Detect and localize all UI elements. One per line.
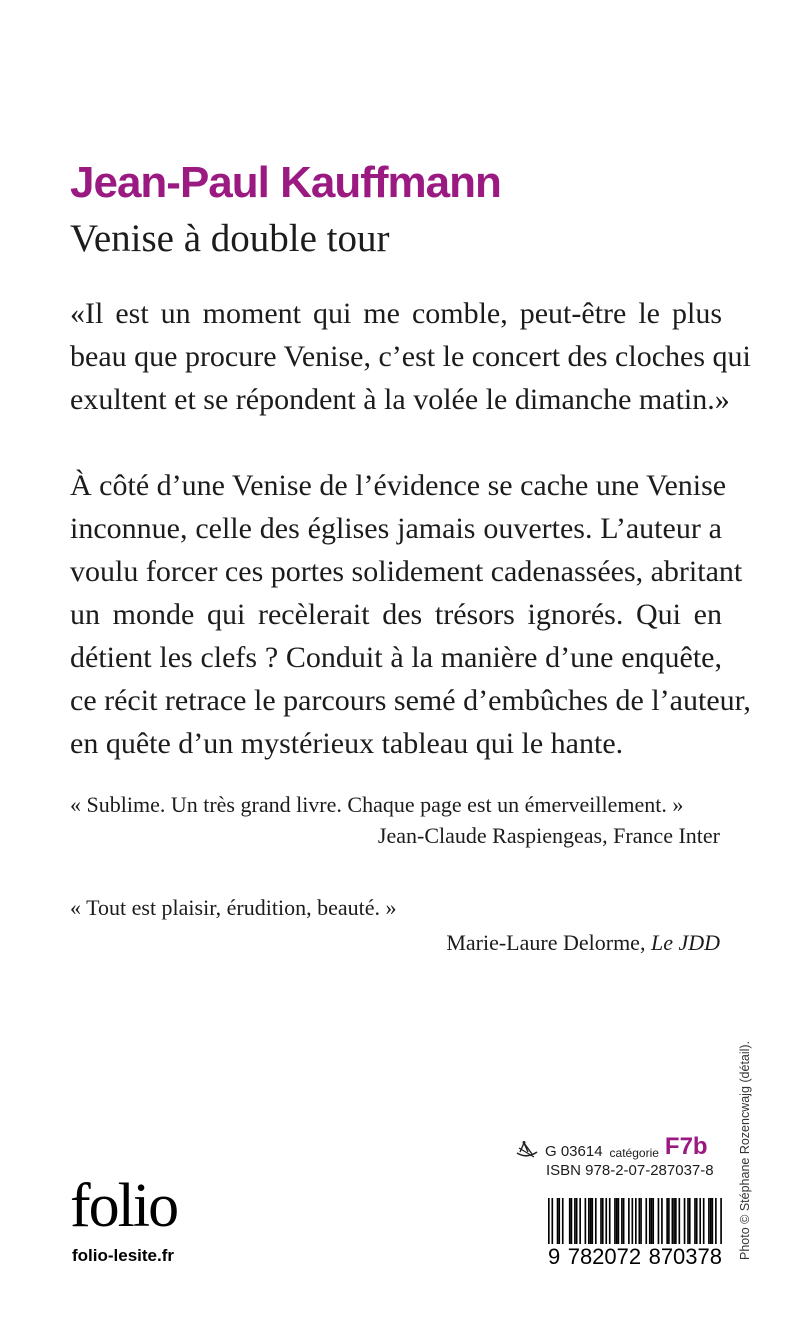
barcode-bar: [621, 1198, 623, 1244]
barcode-bar: [699, 1198, 701, 1244]
barcode-bar: [668, 1198, 670, 1244]
barcode-bar: [605, 1198, 607, 1244]
review-source-publication: Le JDD: [650, 930, 720, 955]
barcode-bar: [588, 1198, 590, 1244]
author-name: Jean-Paul Kauffmann: [70, 158, 501, 207]
barcode-bar: [684, 1198, 686, 1244]
catalog-code: G 03614: [545, 1143, 603, 1160]
review-text: « Sublime. Un très grand livre. Chaque page est un émerveillement. »: [70, 792, 684, 817]
barcode-bar: [672, 1198, 674, 1244]
barcode-bar: [623, 1198, 625, 1244]
barcode-bar: [576, 1198, 578, 1244]
book-title: Venise à double tour: [70, 217, 390, 260]
category-label: catégorie: [609, 1146, 659, 1160]
summary-paragraph: [70, 464, 751, 765]
ean-digit-group: 9: [548, 1244, 561, 1269]
barcode-bar: [696, 1198, 698, 1244]
barcode-bar: [710, 1198, 712, 1244]
category-row: [516, 1130, 722, 1160]
barcode-bar: [649, 1198, 651, 1244]
isbn: ISBN 978-2-07-287037-8: [546, 1162, 714, 1179]
barcode-bar: [679, 1198, 681, 1244]
press-review: [70, 789, 720, 851]
barcode-bar: [658, 1198, 660, 1244]
summary-line: voulu forcer ces portes solidement cadenassées, abritant: [70, 555, 743, 588]
quote-line: «Il est un moment qui me comble, peut-être le plus: [70, 297, 722, 330]
barcode-bar: [673, 1198, 675, 1244]
summary-line: détient les clefs ? Conduit à la manière d’une enquête,: [70, 641, 722, 674]
review-text: « Tout est plaisir, érudition, beauté. »: [70, 895, 397, 920]
barcode-bar: [651, 1198, 653, 1244]
barcode-bar: [618, 1198, 620, 1244]
ean-digit-group: 782072: [567, 1244, 642, 1269]
press-review: [70, 892, 720, 958]
review-source: [70, 927, 720, 958]
barcode-bar: [687, 1198, 689, 1244]
catalog-codes: [516, 1130, 722, 1179]
publisher-logo: folio: [70, 1172, 178, 1240]
barcode-bar: [557, 1198, 559, 1244]
review-source: Jean-Claude Raspiengeas, France Inter: [377, 823, 720, 848]
barcode-bar: [614, 1198, 616, 1244]
barcode-bar: [661, 1198, 663, 1244]
barcode-bar: [645, 1198, 647, 1244]
publisher-website[interactable]: folio-lesite.fr: [72, 1246, 175, 1265]
barcode-bar: [652, 1198, 654, 1244]
barcode-bar: [579, 1198, 581, 1244]
barcode-bar: [585, 1198, 587, 1244]
barcode-bar: [571, 1198, 573, 1244]
ean-digits: [548, 1244, 722, 1270]
barcode-bar: [694, 1198, 696, 1244]
barcode-bar: [569, 1198, 571, 1244]
barcode-bar: [609, 1198, 611, 1244]
barcode-bar: [558, 1198, 560, 1244]
quote-line: exultent et se répondent à la volée le dimanche matin.»: [70, 383, 730, 416]
review-source-name: Marie-Laure Delorme,: [446, 930, 651, 955]
ean-digit-group: 870378: [648, 1244, 722, 1269]
barcode-bar: [628, 1198, 630, 1244]
barcode-bar: [602, 1198, 604, 1244]
barcode-bar: [640, 1198, 642, 1244]
barcode-bar: [666, 1198, 668, 1244]
barcode-bar: [616, 1198, 618, 1244]
summary-line: ce récit retrace le parcours semé d’embûches de l’auteur,: [70, 684, 751, 717]
price-category: F7b: [664, 1133, 708, 1160]
barcode-bar: [592, 1198, 594, 1244]
gondolier-icon: [516, 1140, 538, 1160]
barcode-bar: [590, 1198, 592, 1244]
barcode-bar: [562, 1198, 564, 1244]
barcode-bar: [675, 1198, 677, 1244]
summary-line: inconnue, celle des églises jamais ouvertes. L’auteur a: [70, 512, 722, 545]
summary-line: un monde qui recèlerait des trésors ignorés. Qui en: [70, 598, 722, 631]
barcode-bar: [689, 1198, 691, 1244]
barcode-bar: [595, 1198, 597, 1244]
barcode-bar: [574, 1198, 576, 1244]
barcode-bar: [600, 1198, 602, 1244]
barcode-bar: [708, 1198, 710, 1244]
summary-line: À côté d’une Venise de l’évidence se cache une Venise: [70, 469, 727, 502]
summary-line: en quête d’un mystérieux tableau qui le hante.: [70, 727, 624, 760]
photo-credit: Photo © Stéphane Rozencwajg (détail).: [738, 1040, 752, 1260]
barcode-bar: [703, 1198, 705, 1244]
barcode-bar: [712, 1198, 714, 1244]
opening-quote: [70, 292, 751, 421]
quote-line: beau que procure Venise, c’est le concert des cloches qui: [70, 340, 751, 373]
